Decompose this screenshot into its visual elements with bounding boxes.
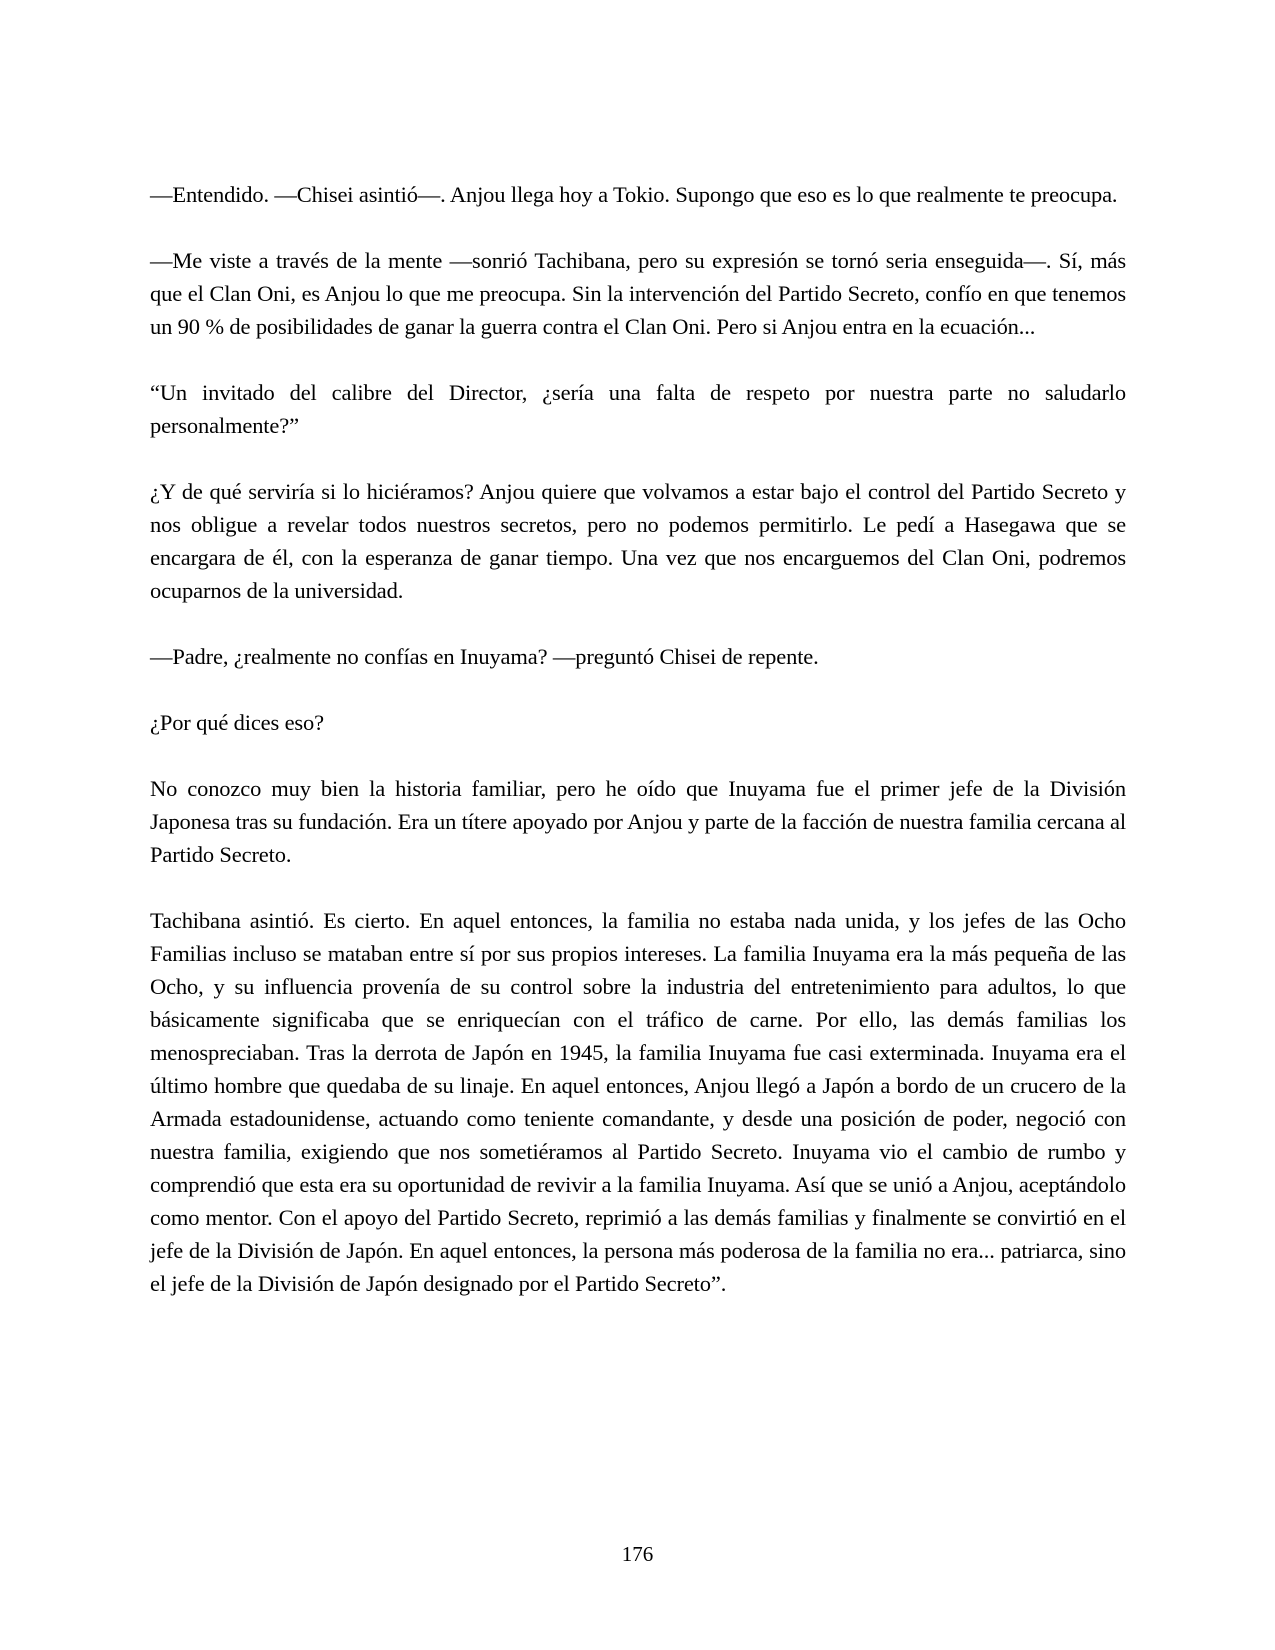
- paragraph-historia-familiar: No conozco muy bien la historia familiar, pero he oído que Inuyama fue el primer jefe de la División Japonesa tras su fundación. Era un títere apoyado por Anjou y parte de la facción de nuestra familia cercana al Partido Secreto.: [150, 776, 1126, 867]
- paragraph-por-que: ¿Por qué dices eso?: [150, 710, 324, 735]
- page-body: [150, 178, 1126, 1300]
- paragraph-dialogue-padre: —Padre, ¿realmente no confías en Inuyama? —preguntó Chisei de repente.: [150, 644, 819, 669]
- paragraph-dialogue-tachibana: —Me viste a través de la mente —sonrió Tachibana, pero su expresión se tornó seria enseguida—. Sí, más que el Clan Oni, es Anjou lo que me preocupa. Sin la intervención del Partido Secreto, confío en que tenemos un 90 % de posibilidades de ganar la guerra contra el Clan Oni. Pero si Anjou entra en la ecuación...: [150, 248, 1126, 339]
- paragraph-tachibana-history: Tachibana asintió. Es cierto. En aquel entonces, la familia no estaba nada unida, y los jefes de las Ocho Familias incluso se mataban entre sí por sus propios intereses. La familia Inuyama era la más pequeña de las Ocho, y su influencia provenía de su control sobre la industria del entretenimiento para adultos, lo que básicamente significaba que se enriquecían con el tráfico de carne. Por ello, las demás familias los menospreciaban. Tras la derrota de Japón en 1945, la familia Inuyama fue casi exterminada. Inuyama era el último hombre que quedaba de su linaje. En aquel entonces, Anjou llegó a Japón a bordo de un crucero de la Armada estadounidense, actuando como teniente comandante, y desde una posición de poder, negoció con nuestra familia, exigiendo que nos sometiéramos al Partido Secreto. Inuyama vio el cambio de rumbo y comprendió que esta era su oportunidad de revivir a la familia Inuyama. Así que se unió a Anjou, aceptándolo como mentor. Con el apoyo del Partido Secreto, reprimió a las demás familias y finalmente se convirtió en el jefe de la División de Japón. En aquel entonces, la persona más poderosa de la familia no era... patriarca, sino el jefe de la División de Japón designado por el Partido Secreto”.: [150, 908, 1126, 1296]
- paragraph-quote-director: “Un invitado del calibre del Director, ¿sería una falta de respeto por nuestra parte no saludarlo personalmente?”: [150, 380, 1126, 438]
- paragraph-dialogue-entendido: —Entendido. —Chisei asintió—. Anjou llega hoy a Tokio. Supongo que eso es lo que realmente te preocupa.: [150, 182, 1118, 207]
- page-number: 176: [621, 1542, 654, 1566]
- paragraph-anjou-control: ¿Y de qué serviría si lo hiciéramos? Anjou quiere que volvamos a estar bajo el control del Partido Secreto y nos obligue a revelar todos nuestros secretos, pero no podemos permitirlo. Le pedí a Hasegawa que se encargara de él, con la esperanza de ganar tiempo. Una vez que nos encarguemos del Clan Oni, podremos ocuparnos de la universidad.: [150, 479, 1126, 603]
